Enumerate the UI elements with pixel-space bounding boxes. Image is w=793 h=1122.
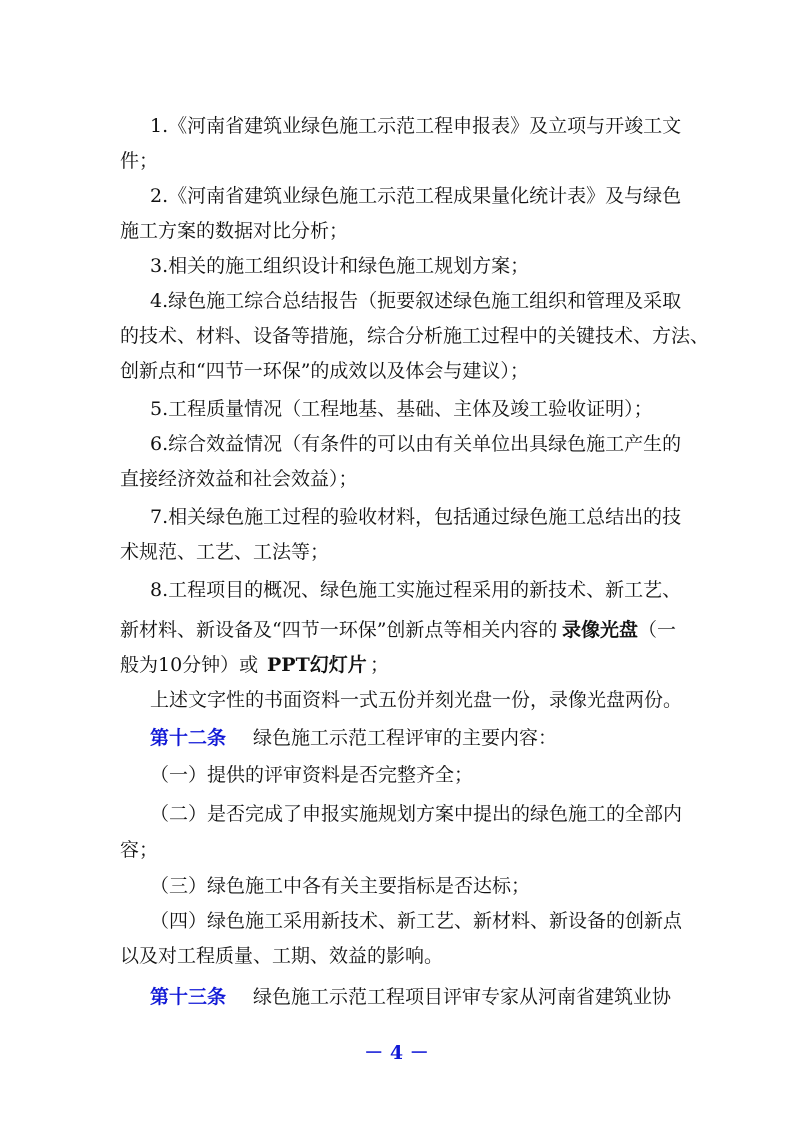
- item-7-line-2: 术规范、工艺、工法等；: [120, 541, 330, 563]
- item-3-line-1: 3.相关的施工组织设计和绿色施工规划方案；: [150, 255, 530, 277]
- item-5-line-1: 5.工程质量情况（工程地基、基础、主体及竣工验收证明）；: [150, 398, 653, 420]
- article-12-point-2-line-1: （二）是否完成了申报实施规划方案中提出的绿色施工的全部内: [150, 803, 683, 825]
- item-4-line-1: 4.绿色施工综合总结报告（扼要叙述绿色施工组织和管理及采取: [150, 290, 682, 312]
- item-4-line-3: 创新点和“四节一环保”的成效以及体会与建议）；: [120, 360, 529, 382]
- item-2-line-2: 施工方案的数据对比分析；: [120, 220, 349, 242]
- article-13-heading: 第十三条 绿色施工示范工程项目评审专家从河南省建筑业协: [0, 982, 793, 1012]
- item-8-line-2: 新材料、新设备及“四节一环保”创新点等相关内容的 录像光盘 （一: [0, 615, 793, 645]
- item-2-line-1: 2.《河南省建筑业绿色施工示范工程成果量化统计表》及与绿色: [150, 185, 682, 207]
- item-4-line-2: 的技术、材料、设备等措施，综合分析施工过程中的关键技术、方法、: [120, 325, 710, 347]
- video-disc-highlight: 录像光盘: [562, 619, 639, 641]
- item-1-line-1: 1.《河南省建筑业绿色施工示范工程申报表》及立项与开竣工文: [150, 115, 682, 137]
- item-8-line-3: 般为10分钟）或 PPT幻灯片 ；: [0, 650, 793, 680]
- item-8-line-1: 8.工程项目的概况、绿色施工实施过程采用的新技术、新工艺、: [150, 579, 682, 601]
- article-12-heading: 第十二条 绿色施工示范工程评审的主要内容：: [0, 723, 793, 753]
- page-number: － 4 －: [364, 1042, 429, 1064]
- article-12-point-3: （三）绿色施工中各有关主要指标是否达标；: [150, 875, 531, 897]
- article-12-point-2-line-2: 容；: [120, 839, 159, 861]
- article-12-point-4-line-1: （四）绿色施工采用新技术、新工艺、新材料、新设备的创新点: [150, 910, 683, 932]
- article-12-point-4-line-2: 以及对工程质量、工期、效益的影响。: [120, 945, 444, 967]
- ppt-slides-highlight: PPT幻灯片: [267, 654, 367, 676]
- item-6-line-2: 直接经济效益和社会效益）；: [120, 468, 358, 490]
- summary-line: 上述文字性的书面资料一式五份并刻光盘一份，录像光盘两份。: [150, 689, 683, 711]
- article-12-point-1: （一）提供的评审资料是否完整齐全；: [150, 764, 474, 786]
- article-12-title: 第十二条: [150, 727, 227, 749]
- item-1-line-2: 件；: [120, 150, 159, 172]
- article-13-title: 第十三条: [150, 986, 227, 1008]
- item-6-line-1: 6.综合效益情况（有条件的可以由有关单位出具绿色施工产生的: [150, 433, 682, 455]
- item-7-line-1: 7.相关绿色施工过程的验收材料，包括通过绿色施工总结出的技: [150, 506, 682, 528]
